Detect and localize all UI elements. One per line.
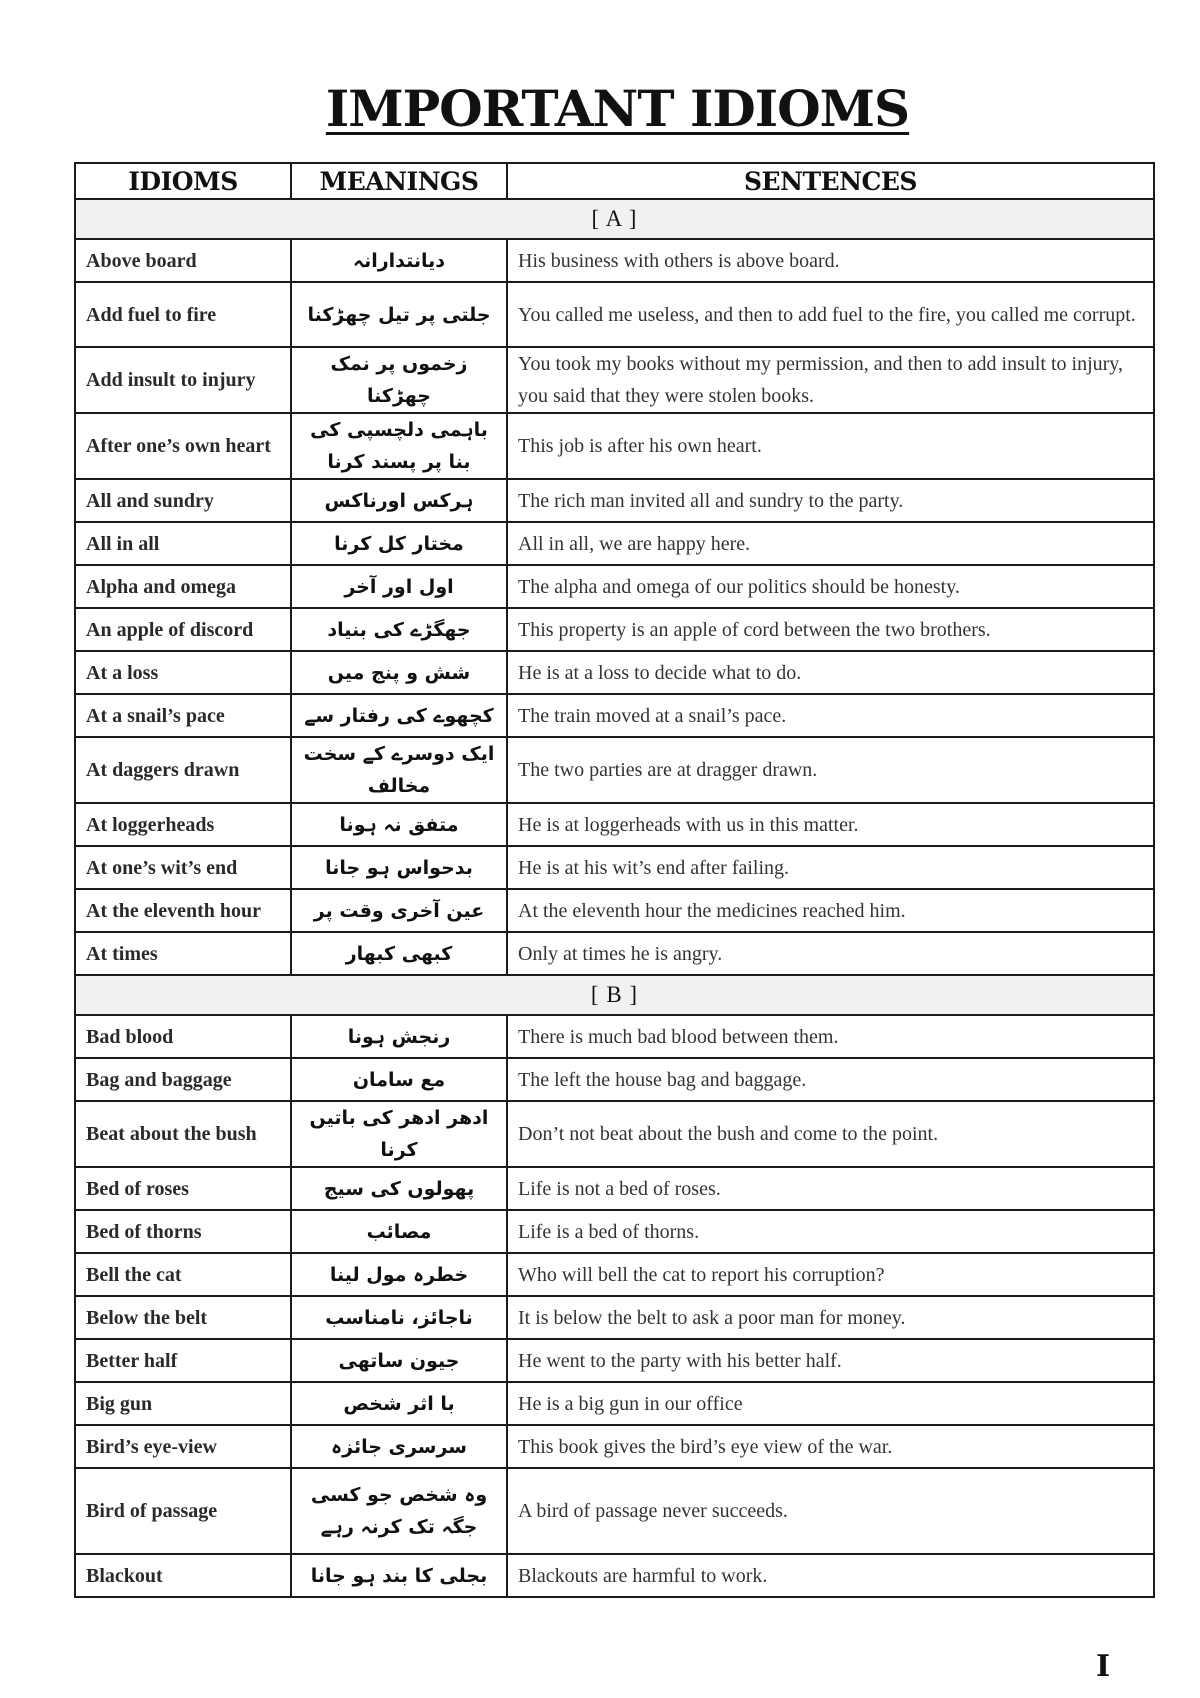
idiom-cell: After one’s own heart bbox=[75, 413, 291, 479]
meaning-cell: مختار کل کرنا bbox=[291, 522, 507, 565]
table-row bbox=[75, 1339, 1154, 1382]
meaning-cell: مع سامان bbox=[291, 1058, 507, 1101]
sentence-cell: All in all, we are happy here. bbox=[507, 522, 1154, 565]
idiom-cell: At daggers drawn bbox=[75, 737, 291, 803]
idiom-cell: Bed of thorns bbox=[75, 1210, 291, 1253]
sentence-cell: The alpha and omega of our politics should be honesty. bbox=[507, 565, 1154, 608]
idiom-cell: At loggerheads bbox=[75, 803, 291, 846]
table-row bbox=[75, 889, 1154, 932]
sentence-cell: You called me useless, and then to add fuel to the fire, you called me corrupt. bbox=[507, 282, 1154, 347]
table-row bbox=[75, 522, 1154, 565]
meaning-cell: ہرکس اورناکس bbox=[291, 479, 507, 522]
sentence-cell: Who will bell the cat to report his corruption? bbox=[507, 1253, 1154, 1296]
meaning-cell: عین آخری وقت پر bbox=[291, 889, 507, 932]
idiom-cell: At a loss bbox=[75, 651, 291, 694]
idiom-cell: An apple of discord bbox=[75, 608, 291, 651]
sentence-cell: The left the house bag and baggage. bbox=[507, 1058, 1154, 1101]
meaning-cell: مصائب bbox=[291, 1210, 507, 1253]
table-row bbox=[75, 1382, 1154, 1425]
sentence-cell: Don’t not beat about the bush and come to the point. bbox=[507, 1101, 1154, 1167]
sentence-cell: He went to the party with his better half. bbox=[507, 1339, 1154, 1382]
header-meanings: MEANINGS bbox=[291, 163, 507, 199]
meaning-cell: کبھی کبھار bbox=[291, 932, 507, 975]
meaning-cell: ایک دوسرے کے سخت مخالف bbox=[291, 737, 507, 803]
table-row bbox=[75, 347, 1154, 413]
section-label: [ B ] bbox=[75, 975, 1154, 1015]
header-row bbox=[75, 163, 1154, 199]
sentence-cell: He is at his wit’s end after failing. bbox=[507, 846, 1154, 889]
idiom-cell: Below the belt bbox=[75, 1296, 291, 1339]
idiom-cell: Big gun bbox=[75, 1382, 291, 1425]
sentence-cell: The two parties are at dragger drawn. bbox=[507, 737, 1154, 803]
sentence-cell: A bird of passage never succeeds. bbox=[507, 1468, 1154, 1554]
page-title: IMPORTANT IDIOMS bbox=[325, 79, 910, 138]
table-row bbox=[75, 737, 1154, 803]
sentence-cell: Blackouts are harmful to work. bbox=[507, 1554, 1154, 1597]
sentence-cell: His business with others is above board. bbox=[507, 239, 1154, 282]
page-number: I bbox=[1096, 1649, 1111, 1684]
meaning-cell: ناجائز، نامناسب bbox=[291, 1296, 507, 1339]
idiom-cell: Bag and baggage bbox=[75, 1058, 291, 1101]
table-row bbox=[75, 694, 1154, 737]
section-header bbox=[75, 199, 1154, 239]
table-row bbox=[75, 932, 1154, 975]
sentence-cell: Life is a bed of thorns. bbox=[507, 1210, 1154, 1253]
meaning-cell: خطرہ مول لینا bbox=[291, 1253, 507, 1296]
header-idioms: IDIOMS bbox=[75, 163, 291, 199]
table-row bbox=[75, 565, 1154, 608]
table-row bbox=[75, 1015, 1154, 1058]
sentence-cell: He is at loggerheads with us in this matter. bbox=[507, 803, 1154, 846]
table-row bbox=[75, 1468, 1154, 1554]
meaning-cell: باہمی دلچسپی کی بنا پر پسند کرنا bbox=[291, 413, 507, 479]
idiom-cell: Bird’s eye-view bbox=[75, 1425, 291, 1468]
meaning-cell: کچھوے کی رفتار سے bbox=[291, 694, 507, 737]
meaning-cell: دیانتدارانہ bbox=[291, 239, 507, 282]
meaning-cell: زخموں پر نمک چھڑکنا bbox=[291, 347, 507, 413]
meaning-cell: شش و پنج میں bbox=[291, 651, 507, 694]
idiom-cell: Blackout bbox=[75, 1554, 291, 1597]
table-row bbox=[75, 1296, 1154, 1339]
idiom-cell: Beat about the bush bbox=[75, 1101, 291, 1167]
table-row bbox=[75, 651, 1154, 694]
sentence-cell: At the eleventh hour the medicines reached him. bbox=[507, 889, 1154, 932]
section-header bbox=[75, 975, 1154, 1015]
meaning-cell: جھگڑے کی بنیاد bbox=[291, 608, 507, 651]
idiom-cell: Better half bbox=[75, 1339, 291, 1382]
sentence-cell: This property is an apple of cord between the two brothers. bbox=[507, 608, 1154, 651]
idiom-cell: At times bbox=[75, 932, 291, 975]
table-row bbox=[75, 803, 1154, 846]
meaning-cell: پھولوں کی سیج bbox=[291, 1167, 507, 1210]
idiom-cell: At the eleventh hour bbox=[75, 889, 291, 932]
meaning-cell: با اثر شخص bbox=[291, 1382, 507, 1425]
idiom-cell: Bad blood bbox=[75, 1015, 291, 1058]
sentence-cell: There is much bad blood between them. bbox=[507, 1015, 1154, 1058]
table-row bbox=[75, 1554, 1154, 1597]
sentence-cell: This book gives the bird’s eye view of the war. bbox=[507, 1425, 1154, 1468]
idiom-cell: Bed of roses bbox=[75, 1167, 291, 1210]
sentence-cell: The rich man invited all and sundry to the party. bbox=[507, 479, 1154, 522]
idiom-cell: All in all bbox=[75, 522, 291, 565]
idiom-cell: Alpha and omega bbox=[75, 565, 291, 608]
idiom-cell: All and sundry bbox=[75, 479, 291, 522]
header-sentences: SENTENCES bbox=[507, 163, 1154, 199]
idiom-cell: Add insult to injury bbox=[75, 347, 291, 413]
meaning-cell: بجلی کا بند ہو جانا bbox=[291, 1554, 507, 1597]
table-body bbox=[75, 199, 1154, 1597]
table-row bbox=[75, 479, 1154, 522]
meaning-cell: اول اور آخر bbox=[291, 565, 507, 608]
table-row bbox=[75, 608, 1154, 651]
idiom-cell: At one’s wit’s end bbox=[75, 846, 291, 889]
table-row bbox=[75, 1425, 1154, 1468]
sentence-cell: You took my books without my permission, and then to add insult to injury, you said that they were stolen books. bbox=[507, 347, 1154, 413]
sentence-cell: It is below the belt to ask a poor man for money. bbox=[507, 1296, 1154, 1339]
sentence-cell: The train moved at a snail’s pace. bbox=[507, 694, 1154, 737]
idiom-cell: Above board bbox=[75, 239, 291, 282]
sentence-cell: This job is after his own heart. bbox=[507, 413, 1154, 479]
meaning-cell: متفق نہ ہونا bbox=[291, 803, 507, 846]
sentence-cell: He is at a loss to decide what to do. bbox=[507, 651, 1154, 694]
meaning-cell: سرسری جائزہ bbox=[291, 1425, 507, 1468]
idiom-cell: Bell the cat bbox=[75, 1253, 291, 1296]
table-row bbox=[75, 282, 1154, 347]
meaning-cell: ادھر ادھر کی باتیں کرنا bbox=[291, 1101, 507, 1167]
meaning-cell: رنجش ہونا bbox=[291, 1015, 507, 1058]
idiom-cell: At a snail’s pace bbox=[75, 694, 291, 737]
meaning-cell: وہ شخص جو کسی جگہ تک کرنہ رہے bbox=[291, 1468, 507, 1554]
sentence-cell: Only at times he is angry. bbox=[507, 932, 1154, 975]
idioms-table bbox=[74, 162, 1155, 1598]
table-row bbox=[75, 1058, 1154, 1101]
table-row bbox=[75, 1101, 1154, 1167]
table-row bbox=[75, 413, 1154, 479]
section-label: [ A ] bbox=[75, 199, 1154, 239]
table-row bbox=[75, 846, 1154, 889]
idiom-cell: Add fuel to fire bbox=[75, 282, 291, 347]
table-row bbox=[75, 239, 1154, 282]
table-row bbox=[75, 1253, 1154, 1296]
table-row bbox=[75, 1167, 1154, 1210]
meaning-cell: جلتی پر تیل چھڑکنا bbox=[291, 282, 507, 347]
meaning-cell: جیون ساتھی bbox=[291, 1339, 507, 1382]
meaning-cell: بدحواس ہو جانا bbox=[291, 846, 507, 889]
idiom-cell: Bird of passage bbox=[75, 1468, 291, 1554]
sentence-cell: He is a big gun in our office bbox=[507, 1382, 1154, 1425]
table-row bbox=[75, 1210, 1154, 1253]
sentence-cell: Life is not a bed of roses. bbox=[507, 1167, 1154, 1210]
